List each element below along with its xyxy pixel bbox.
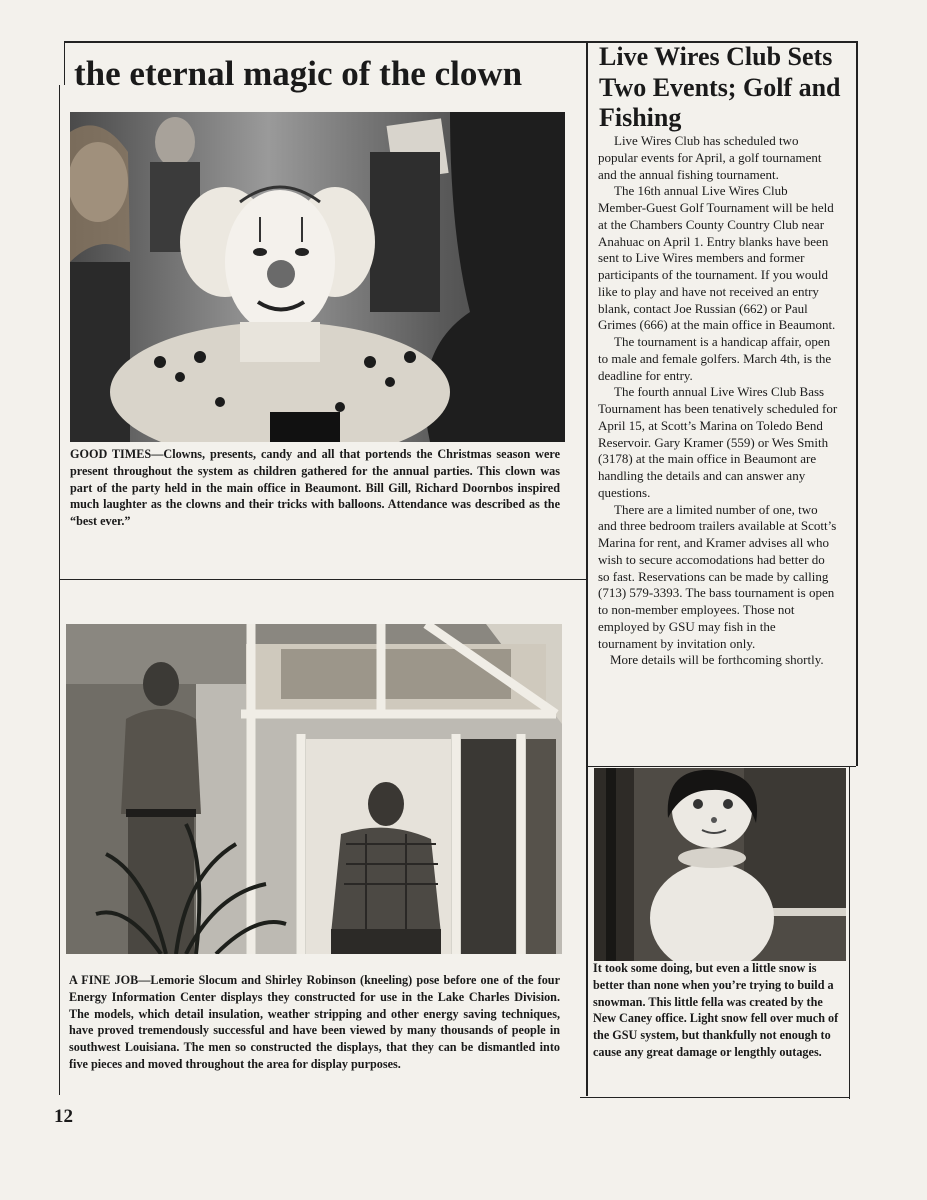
display-photo-caption: A FINE JOB—Lemorie Slocum and Shirley Robinson (kneeling) pose before one of the four Energy Information Center displays they constructed for use in the Lake Charles Division. The models, which detail insulation, weather stripping and other energy saving techniques, have proved tremendously successful and have been viewed by many thousands of people in southwest Louisiana. The men so constructed the displays, that they can be dismantled into five pieces and moved throughout the area for display purposes.: [69, 973, 560, 1071]
article-paragraph: Live Wires Club has scheduled two popular events for April, a golf tournament and the annual fishing tournament.: [598, 133, 822, 182]
article-title: Live Wires Club Sets Two Events; Golf and Fishing: [599, 42, 841, 132]
clown-photo: [70, 112, 565, 442]
article-paragraph: The tournament is a handicap affair, open to male and female golfers. March 4th, is the deadline for entry.: [598, 334, 832, 383]
article-paragraph: The fourth annual Live Wires Club Bass Tournament has been tenatively scheduled for April 15, at Scott’s Marina on Toledo Bend Reservoir. Gary Kramer (559) or Wes Smith (3178) at the main office in Beaumont are handling the details and can answer any questions.: [598, 384, 838, 500]
rule-center: [586, 41, 588, 1096]
display-photo: [66, 624, 562, 954]
rule-right: [856, 41, 858, 766]
rule-right-lower: [849, 766, 850, 1099]
article-paragraph: The 16th annual Live Wires Club Member-Guest Golf Tournament will be held at the Chambers County Country Club near Anahuac on April 1. Entry blanks have been sent to Live Wires members and former participants of the tournament. If you would like to play and have not received an entry blank, contact Joe Russian (662) or Paul Grimes (666) at the main office in Beaumont.: [598, 183, 836, 333]
rule-left-mid: [59, 579, 587, 580]
clown-photo-caption: GOOD TIMES—Clowns, presents, candy and all that portends the Christmas season were present throughout the system as children gathered for the annual parties. This clown was part of the party held in the main office in Beaumont. Bill Gill, Richard Doornbos inspired much laughter as the clowns and their tricks with balloons. Attendance was described as the “best ever.”: [70, 447, 560, 529]
rule-top-left: [64, 41, 587, 43]
rule-right-mid: [587, 766, 856, 767]
page-number: 12: [54, 1106, 73, 1127]
article-paragraph: More details will be forthcoming shortly.: [610, 652, 824, 668]
rule-bottom-right: [580, 1097, 850, 1098]
article-body: [598, 133, 838, 669]
rule-left-outer-lower: [59, 85, 60, 1095]
snowman-photo: [594, 768, 846, 961]
rule-left-outer: [64, 41, 65, 85]
snowman-photo-caption: It took some doing, but even a little snow is better than none when you’re trying to build a snowman. This little fella was created by the New Caney office. Light snow fell over much of the GSU system, but thankfully not enough to cause any great damage or lengthly outages.: [593, 961, 839, 1059]
article-paragraph: There are a limited number of one, two and three bedroom trailers available at Scott’s Marina for rent, and Kramer advises all who wish to secure accomodations had better do so fast. Reservations can be made by calling (713) 579-3393. The bass tournament is open to non-member employees. Those not employed by GSU may fish in the tournament by invitation only.: [598, 501, 837, 651]
headline: the eternal magic of the clown: [74, 54, 523, 93]
